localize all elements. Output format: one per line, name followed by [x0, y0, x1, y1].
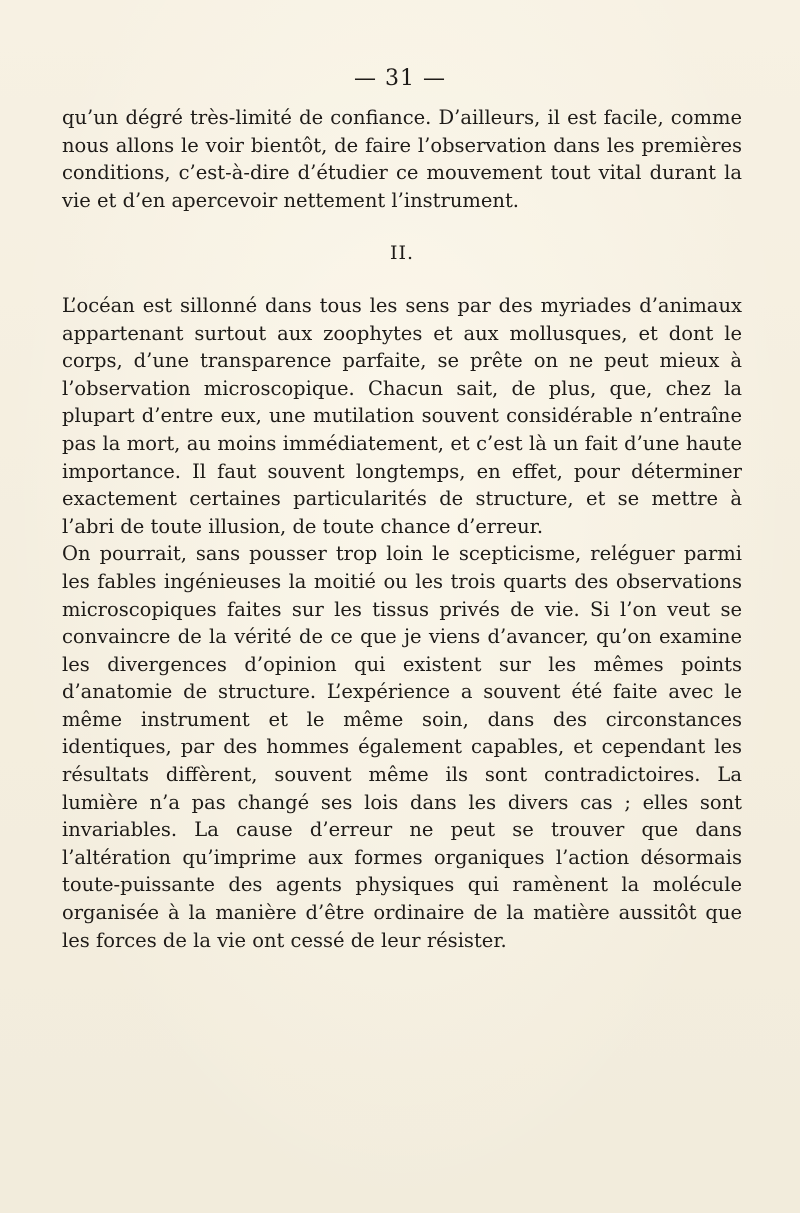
page-body: [62, 104, 742, 954]
paragraph-ocean: L’océan est sillonné dans tous les sens par des myriades d’animaux appartenant surtout aux zoophytes et aux mollusques, et dont le corps, d’une transparence parfaite, se prête on ne peut mieux à l’observation microscopique. Chacun sait, de plus, que, chez la plupart d’entre eux, une mutilation souvent considérable n’entraîne pas la mort, au moins immédiatement, et c’est là un fait d’une haute importance. Il faut souvent longtemps, en effet, pour déterminer exactement certaines particularités de structure, et se mettre à l’abri de toute illusion, de toute chance d’erreur.: [62, 293, 742, 538]
page-number: — 31 —: [354, 66, 446, 91]
paragraph-scepticism: On pourrait, sans pousser trop loin le scepticisme, reléguer parmi les fables ingénieuses la moitié ou les trois quarts des observations microscopiques faites sur les tissus privés de vie. Si l’on veut se convaincre de la vérité de ce que je viens d’avancer, qu’on examine les divergences d’opinion qui existent sur les mêmes points d’anatomie de structure. L’expérience a souvent été faite avec le même instrument et le même soin, dans des circonstances identiques, par des hommes également capables, et cependant les résultats diffèrent, souvent même ils sont contradictoires. La lumière n’a pas changé ses lois dans les divers cas ; elles sont invariables. La cause d’erreur ne peut se trouver que dans l’altération qu’imprime aux formes organiques l’action désormais toute-puissante des agents physiques qui ramènent la molécule organisée à la manière d’être ordinaire de la matière aussitôt que les forces de la vie ont cessé de leur résister.: [62, 542, 742, 952]
section-heading: II.: [389, 242, 415, 265]
paragraph-continuation: qu’un dégré très-limité de confiance. D’ailleurs, il est facile, comme nous allons le voir bientôt, de faire l’observation dans les premières conditions, c’est-à-dire d’étudier ce mouvement tout vital durant la vie et d’en apercevoir nettement l’instrument.: [62, 106, 742, 212]
